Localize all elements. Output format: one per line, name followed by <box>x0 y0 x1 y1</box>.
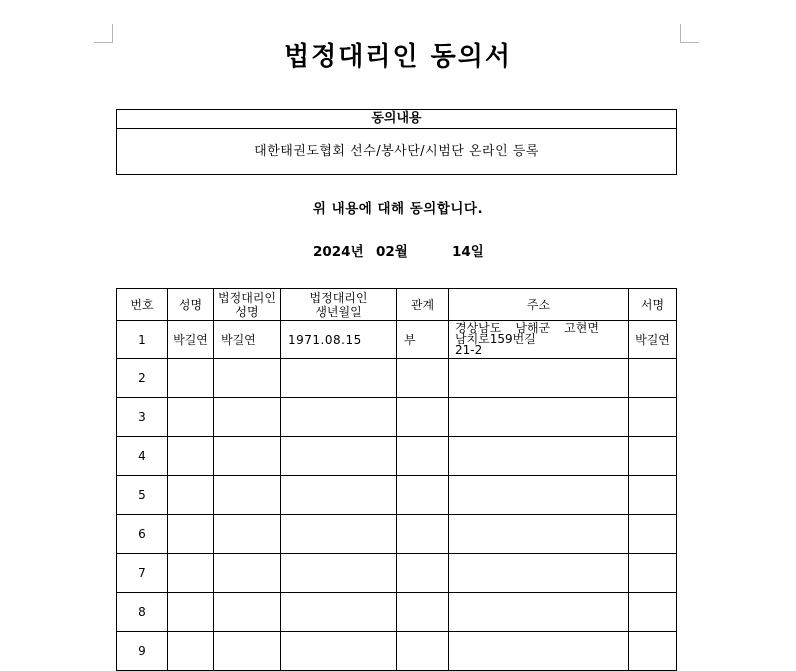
table-row <box>117 632 677 671</box>
cell-guardian-birth[interactable] <box>281 593 397 632</box>
consent-body: 대한태권도협회 선수/봉사단/시범단 온라인 등록 <box>254 144 539 159</box>
cell-guardian-name[interactable] <box>214 593 281 632</box>
date-month: 02월 <box>376 244 408 260</box>
cell-guardian-name[interactable] <box>214 515 281 554</box>
address-part: 남치로159번길 <box>455 332 536 346</box>
address-part: 고현면 <box>564 321 599 335</box>
header-relation: 관계 <box>397 289 449 321</box>
header-guardian-name-line1: 법정대리인 <box>218 290 276 305</box>
cell-guardian-name[interactable] <box>214 554 281 593</box>
header-no: 번호 <box>117 289 168 321</box>
date-year: 2024년 <box>313 244 364 260</box>
cell-address[interactable] <box>449 593 629 632</box>
cell-relation[interactable] <box>397 359 449 398</box>
header-signature: 서명 <box>629 289 677 321</box>
table-row <box>117 321 677 359</box>
header-guardian-name <box>214 289 281 321</box>
cell-guardian-birth[interactable] <box>281 554 397 593</box>
cell-name[interactable] <box>168 437 214 476</box>
cell-no[interactable]: 5 <box>117 476 168 515</box>
cell-name[interactable] <box>168 632 214 671</box>
table-row <box>117 398 677 437</box>
header-guardian-birth <box>281 289 397 321</box>
cell-address[interactable] <box>449 359 629 398</box>
cell-guardian-birth[interactable] <box>281 437 397 476</box>
cell-guardian-birth[interactable] <box>281 515 397 554</box>
cell-guardian-name[interactable] <box>214 476 281 515</box>
cell-guardian-birth[interactable]: 1971.08.15 <box>281 321 397 359</box>
cell-relation[interactable] <box>397 593 449 632</box>
date-day: 14일 <box>452 244 484 260</box>
cell-no[interactable]: 9 <box>117 632 168 671</box>
header-guardian-name-line2: 성명 <box>235 304 259 319</box>
cell-guardian-birth[interactable] <box>281 476 397 515</box>
table-row <box>117 515 677 554</box>
guardian-table <box>116 288 677 671</box>
cell-name[interactable]: 박길연 <box>168 321 214 359</box>
cell-relation[interactable] <box>397 476 449 515</box>
table-row <box>117 593 677 632</box>
cell-address[interactable] <box>449 554 629 593</box>
cell-address[interactable] <box>449 632 629 671</box>
cell-guardian-birth[interactable] <box>281 398 397 437</box>
agree-statement: 위 내용에 대해 동의합니다. <box>312 201 484 217</box>
header-guardian-birth-line2: 생년월일 <box>315 304 362 319</box>
cell-no[interactable]: 1 <box>117 321 168 359</box>
table-header-row <box>117 289 677 321</box>
cell-relation[interactable] <box>397 515 449 554</box>
cell-address[interactable] <box>449 321 629 359</box>
table-row <box>117 554 677 593</box>
cell-signature[interactable] <box>629 632 677 671</box>
cell-signature[interactable] <box>629 476 677 515</box>
cell-signature[interactable] <box>629 515 677 554</box>
cell-guardian-birth[interactable] <box>281 359 397 398</box>
cell-name[interactable] <box>168 476 214 515</box>
cell-relation[interactable]: 부 <box>397 321 449 359</box>
cell-signature[interactable] <box>629 359 677 398</box>
cell-guardian-name[interactable] <box>214 632 281 671</box>
cell-name[interactable] <box>168 398 214 437</box>
cell-address[interactable] <box>449 398 629 437</box>
cell-signature[interactable]: 박길연 <box>629 321 677 359</box>
cell-signature[interactable] <box>629 398 677 437</box>
cell-signature[interactable] <box>629 554 677 593</box>
header-name: 성명 <box>168 289 214 321</box>
document-title: 법정대리인 동의서 <box>284 42 512 72</box>
cell-relation[interactable] <box>397 398 449 437</box>
table-row <box>117 437 677 476</box>
table-row <box>117 476 677 515</box>
cell-relation[interactable] <box>397 632 449 671</box>
table-row <box>117 359 677 398</box>
header-guardian-birth-line1: 법정대리인 <box>309 290 368 305</box>
address-part: 경상남도 <box>455 321 502 335</box>
cell-guardian-name[interactable] <box>214 359 281 398</box>
cell-name[interactable] <box>168 515 214 554</box>
header-address: 주소 <box>449 289 629 321</box>
cell-address[interactable] <box>449 437 629 476</box>
cell-signature[interactable] <box>629 437 677 476</box>
cell-no[interactable]: 3 <box>117 398 168 437</box>
consent-header: 동의내용 <box>117 110 676 129</box>
cell-relation[interactable] <box>397 554 449 593</box>
cell-relation[interactable] <box>397 437 449 476</box>
cell-guardian-name[interactable] <box>214 437 281 476</box>
address-part: 21-2 <box>455 343 483 357</box>
cell-no[interactable]: 4 <box>117 437 168 476</box>
cell-guardian-name[interactable] <box>214 398 281 437</box>
cell-no[interactable]: 7 <box>117 554 168 593</box>
cell-address[interactable] <box>449 515 629 554</box>
cell-no[interactable]: 6 <box>117 515 168 554</box>
cell-no[interactable]: 2 <box>117 359 168 398</box>
cell-name[interactable] <box>168 554 214 593</box>
cell-signature[interactable] <box>629 593 677 632</box>
address-part: 남해군 <box>515 321 551 335</box>
cell-name[interactable] <box>168 593 214 632</box>
cell-name[interactable] <box>168 359 214 398</box>
cell-guardian-name[interactable]: 박길연 <box>214 321 281 359</box>
cell-no[interactable]: 8 <box>117 593 168 632</box>
consent-box <box>116 109 677 175</box>
cell-guardian-birth[interactable] <box>281 632 397 671</box>
cell-address[interactable] <box>449 476 629 515</box>
